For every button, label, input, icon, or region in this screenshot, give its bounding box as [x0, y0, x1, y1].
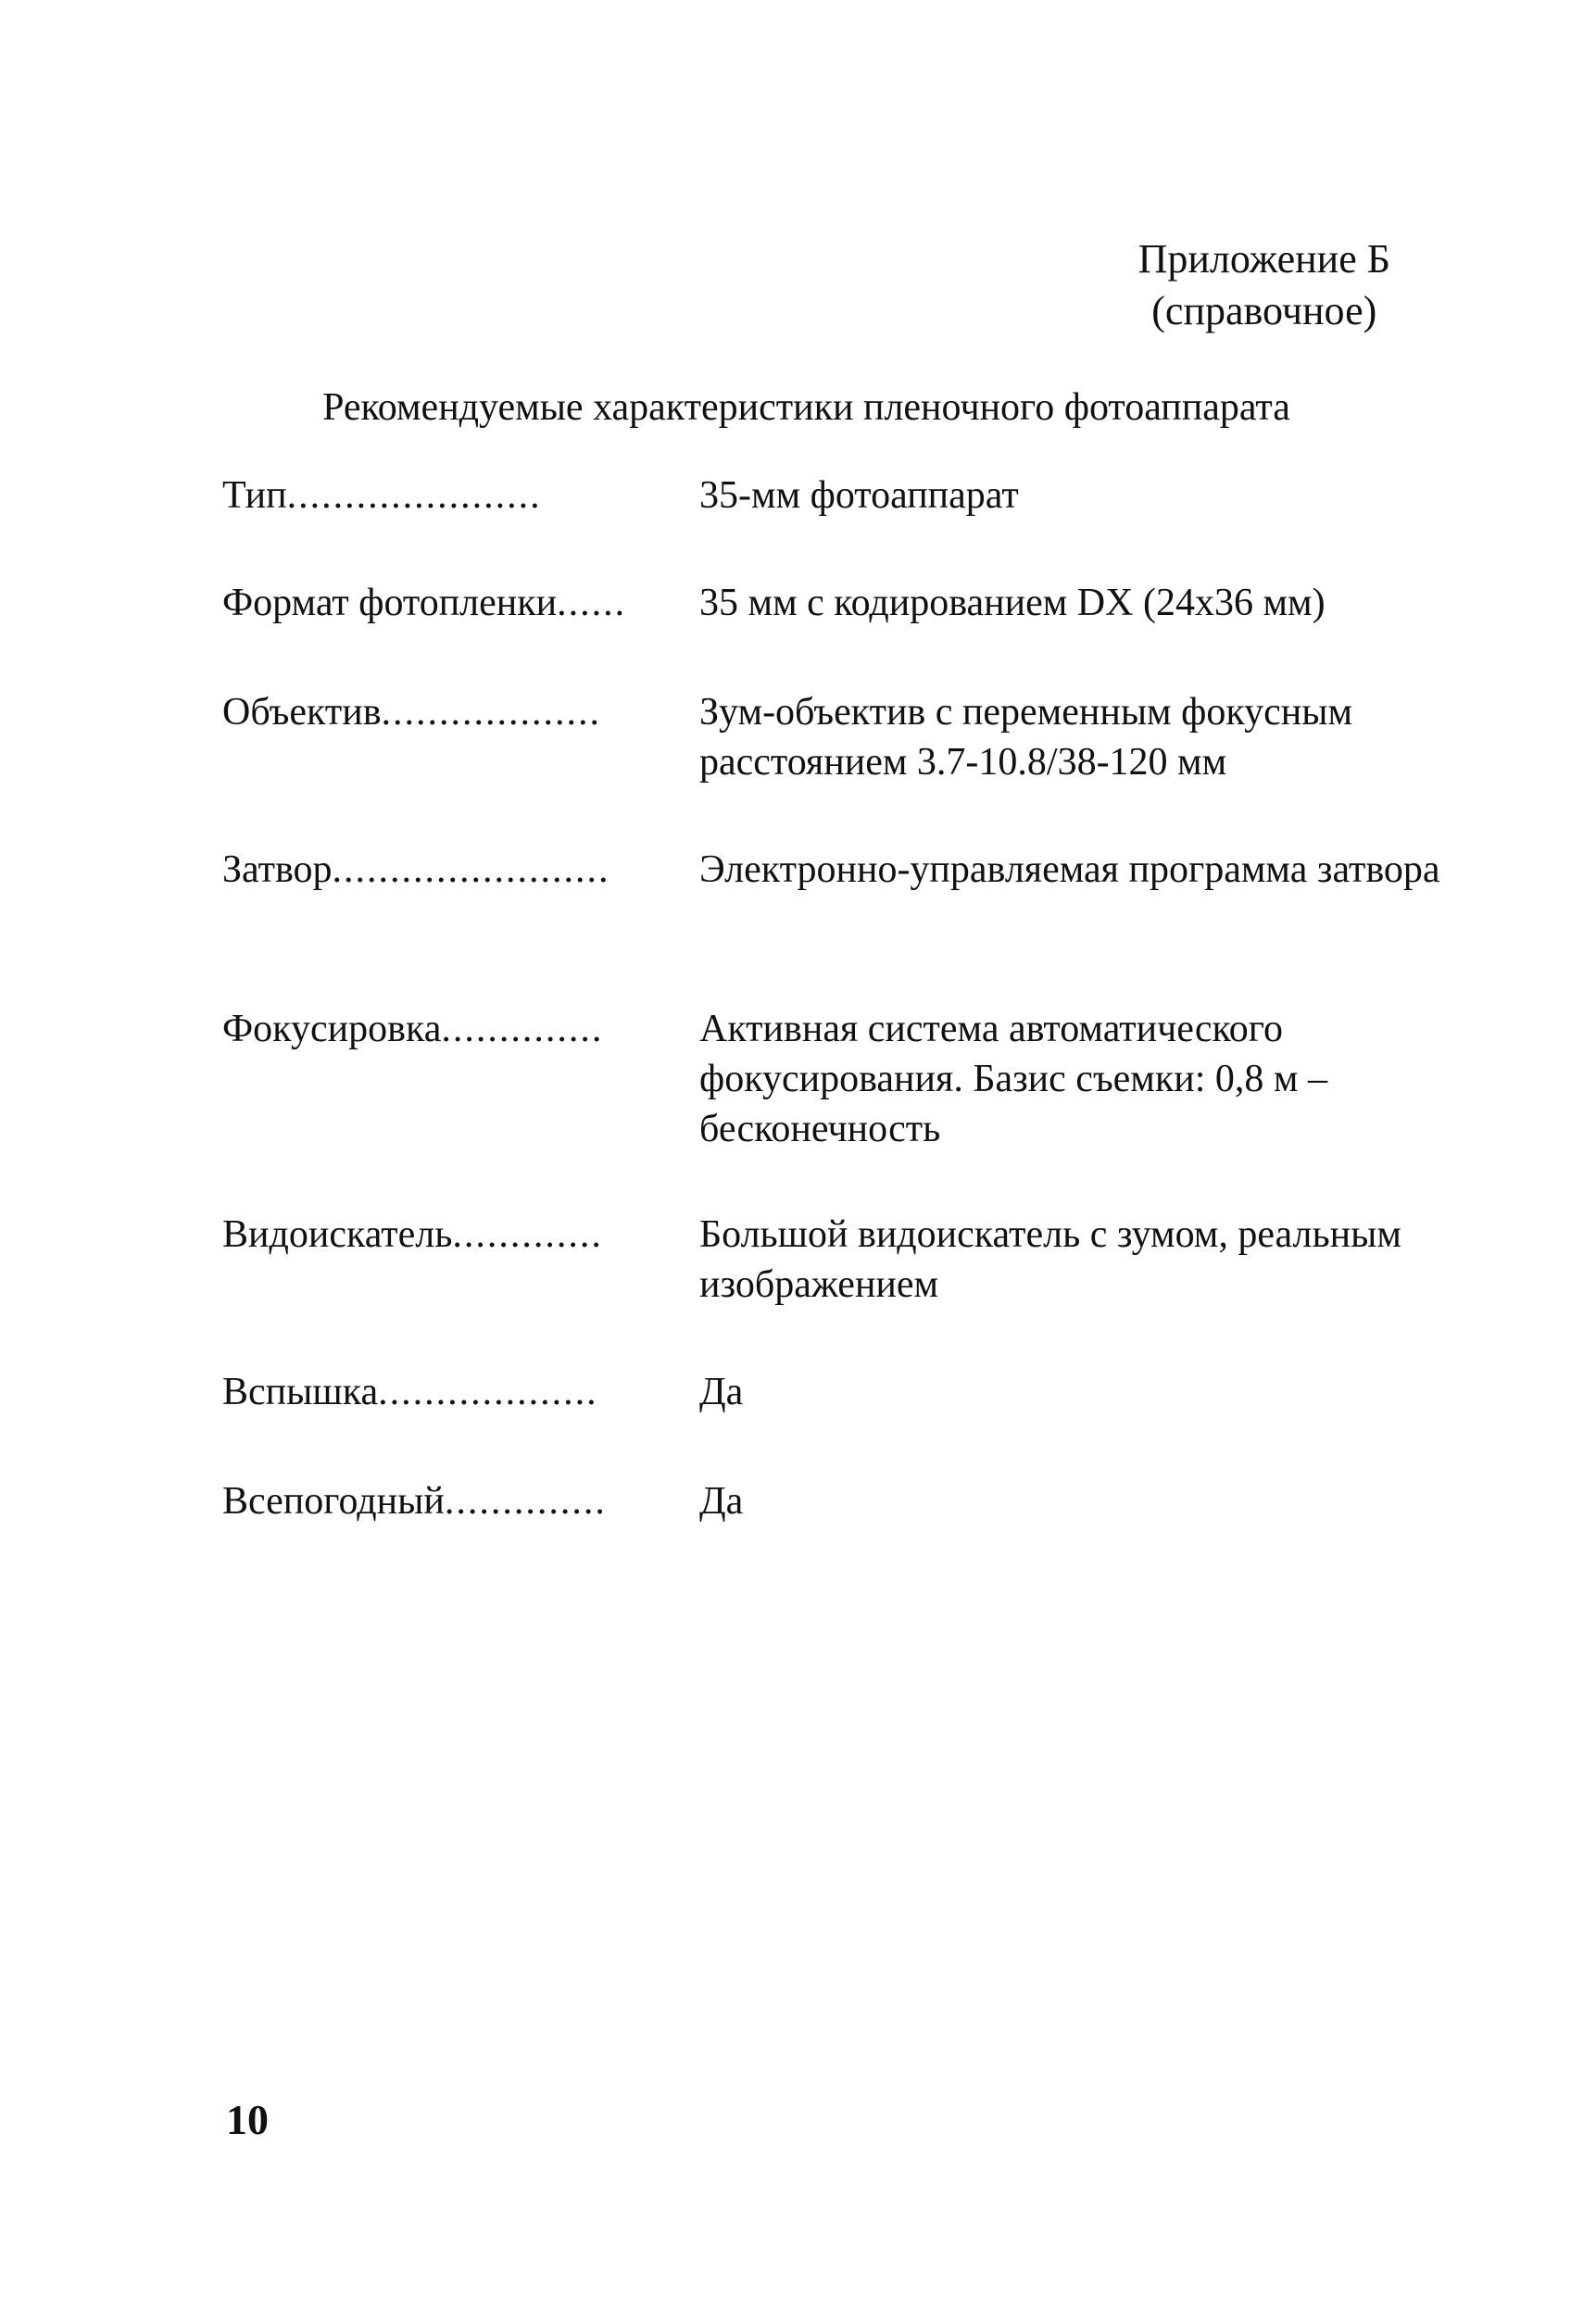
leader-dots: .............: [452, 1213, 603, 1256]
spec-label: Тип......................: [222, 474, 542, 517]
spec-label: Вспышка...................: [222, 1371, 598, 1413]
spec-value: Да: [699, 1371, 744, 1413]
spec-value: Да: [699, 1480, 744, 1523]
spec-label: Формат фотопленки......: [222, 582, 627, 624]
leader-dots: ...................: [378, 1371, 598, 1413]
spec-value: 35-мм фотоаппарат: [699, 474, 1019, 517]
leader-dots: ........................: [332, 848, 610, 891]
leader-dots: ..............: [444, 1480, 607, 1523]
spec-label: Видоискатель.............: [222, 1213, 603, 1256]
leader-dots: ......: [557, 582, 627, 624]
spec-value: Электронно-управляемая программа затвора: [699, 848, 1440, 891]
appendix-type: (справочное): [1151, 288, 1377, 333]
spec-value: Большой видоискатель с зумом, реальным изображением: [699, 1213, 1401, 1306]
leader-dots: ......................: [286, 474, 542, 517]
spec-label: Объектив...................: [222, 691, 602, 734]
page-number: 10: [226, 2096, 269, 2143]
spec-value: 35 мм с кодированием DX (24x36 мм): [699, 582, 1326, 624]
spec-label: Затвор........................: [222, 848, 610, 891]
spec-value: Зум-объектив с переменным фокусным расстоянием 3.7-10.8/38-120 мм: [699, 691, 1353, 784]
spec-value: Активная система автоматического фокусирования. Базис съемки: 0,8 м – бесконечность: [699, 1008, 1328, 1150]
appendix-label: Приложение Б: [1137, 236, 1390, 282]
appendix-heading: [1138, 233, 1390, 337]
leader-dots: ..............: [441, 1008, 604, 1050]
leader-dots: ...................: [381, 691, 602, 734]
spec-label: Всепогодный..............: [222, 1480, 607, 1523]
spec-label: Фокусировка..............: [222, 1008, 604, 1050]
document-title: Рекомендуемые характеристики пленочного фотоаппарата: [322, 386, 1290, 429]
